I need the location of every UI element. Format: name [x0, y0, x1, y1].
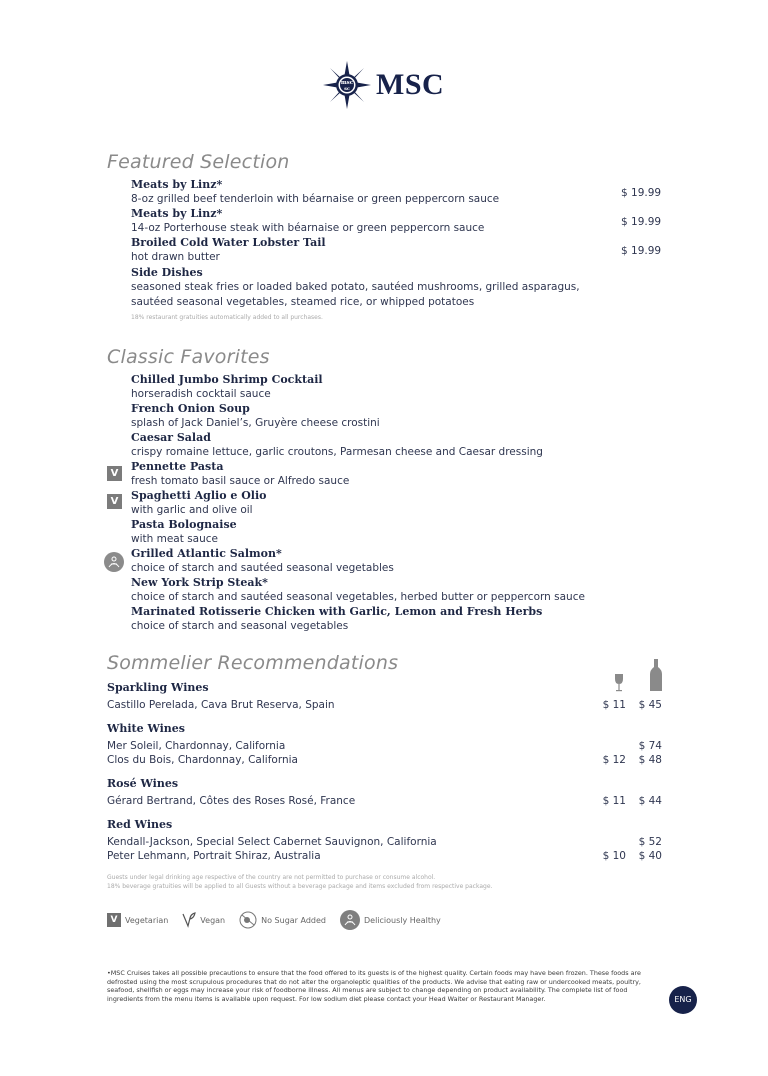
menu-item	[131, 547, 394, 576]
item-name: Pennette Pasta	[131, 460, 224, 473]
item-price: $ 19.99	[621, 245, 662, 257]
wine-item: Gérard Bertrand, Côtes des Roses Rosé, France	[107, 795, 356, 807]
wine-glass-price: $ 11	[602, 795, 626, 807]
wine-bottle-price: $ 40	[638, 850, 662, 862]
wine-bottle-price: $ 44	[638, 795, 662, 807]
menu-item	[131, 402, 380, 431]
wine-bottle-price: $ 74	[638, 740, 662, 752]
beverage-gratuity-note: 18% beverage gratuities will be applied to all Guests without a beverage package and items excluded from respective package.	[107, 883, 493, 890]
brand-name: MSC	[376, 68, 445, 101]
wine-bottle-price: $ 52	[638, 836, 662, 848]
drinking-age-note: Guests under legal drinking age respective of the country are not permitted to purchase or consume alcohol.	[107, 874, 436, 881]
language-button[interactable]: ENG	[669, 986, 697, 1014]
legend-no-sugar	[239, 911, 326, 929]
item-description: splash of Jack Daniel’s, Gruyère cheese crostini	[131, 417, 380, 429]
wine-category: Rosé Wines	[107, 777, 179, 790]
wine-category: Red Wines	[107, 818, 173, 831]
item-name: Marinated Rotisserie Chicken with Garlic, Lemon and Fresh Herbs	[131, 605, 543, 618]
menu-item	[131, 178, 499, 207]
vegetarian-badge-icon: V	[107, 466, 122, 481]
msc-logo	[322, 60, 444, 110]
item-description: with meat sauce	[131, 533, 218, 545]
wine-item: Castillo Perelada, Cava Brut Reserva, Spain	[107, 699, 335, 711]
wine-bottle-icon	[650, 659, 662, 691]
vegetarian-badge-icon: V	[107, 494, 122, 509]
item-description: 14-oz Porterhouse steak with béarnaise or green peppercorn sauce	[131, 222, 485, 234]
item-name: New York Strip Steak*	[131, 576, 268, 589]
item-description: choice of starch and sautéed seasonal vegetables	[131, 562, 394, 574]
menu-item	[131, 489, 266, 518]
item-description-line2: sautéed seasonal vegetables, steamed rice, or whipped potatoes	[131, 295, 475, 308]
section-title-classic: Classic Favorites	[107, 346, 270, 368]
item-description: horseradish cocktail sauce	[131, 388, 271, 400]
item-description: crispy romaine lettuce, garlic croutons, Parmesan cheese and Caesar dressing	[131, 446, 543, 458]
item-name: Pasta Bolognaise	[131, 518, 237, 531]
item-description: fresh tomato basil sauce or Alfredo sauce	[131, 475, 350, 487]
svg-text:sc: sc	[344, 86, 350, 92]
wine-glass-price: $ 11	[602, 699, 626, 711]
vegetarian-icon: V	[107, 913, 121, 927]
legend-label: No Sugar Added	[261, 915, 326, 925]
menu-item	[131, 460, 349, 489]
item-name: Spaghetti Aglio e Olio	[131, 489, 267, 502]
wine-glass-price: $ 12	[602, 754, 626, 766]
dietary-legend	[107, 910, 441, 930]
svg-text:msc: msc	[340, 80, 354, 86]
legend-label: Vegetarian	[125, 915, 169, 925]
item-name: Chilled Jumbo Shrimp Cocktail	[131, 373, 323, 386]
wine-glass-price: $ 10	[602, 850, 626, 862]
item-name: Side Dishes	[131, 266, 203, 279]
legend-label: Deliciously Healthy	[364, 915, 441, 925]
wine-glass-icon	[614, 674, 624, 692]
gratuity-note: 18% restaurant gratuities automatically added to all purchases.	[131, 314, 323, 321]
item-price: $ 19.99	[621, 216, 662, 228]
wine-item: Kendall-Jackson, Special Select Cabernet Sauvignon, California	[107, 836, 437, 848]
no-sugar-icon	[239, 911, 257, 929]
wine-item: Clos du Bois, Chardonnay, California	[107, 754, 298, 766]
item-description: hot drawn butter	[131, 251, 220, 263]
item-description: choice of starch and sautéed seasonal vegetables, herbed butter or peppercorn sauce	[131, 591, 585, 603]
compass-rose-icon	[322, 60, 372, 110]
deliciously-healthy-badge-icon	[104, 552, 124, 572]
wine-category: Sparkling Wines	[107, 681, 209, 694]
legend-vegetarian	[107, 913, 168, 927]
menu-item	[131, 518, 237, 547]
item-price: $ 19.99	[621, 187, 662, 199]
legend-label: Vegan	[200, 915, 226, 925]
item-name: Caesar Salad	[131, 431, 211, 444]
item-description: choice of starch and seasonal vegetables	[131, 620, 349, 632]
menu-item	[131, 576, 585, 605]
legend-vegan	[182, 912, 225, 928]
item-name: Meats by Linz*	[131, 207, 223, 220]
section-title-featured: Featured Selection	[107, 151, 290, 173]
wine-bottle-price: $ 45	[638, 699, 662, 711]
item-name: Broiled Cold Water Lobster Tail	[131, 236, 326, 249]
item-name: French Onion Soup	[131, 402, 250, 415]
wine-item: Peter Lehmann, Portrait Shiraz, Australia	[107, 850, 321, 862]
legend-healthy	[340, 910, 441, 930]
menu-item	[131, 236, 326, 265]
menu-item	[131, 207, 484, 236]
item-name: Meats by Linz*	[131, 178, 223, 191]
food-safety-disclaimer: •MSC Cruises takes all possible precautions to ensure that the food offered to its guests is of the highest quality. Certain foods may have been frozen. These foods are defrosted using the most scrupulous procedures that do not alter the organoleptic qualities of the products. We advise that eating raw or undercooked meats, poultry, seafood, shellfish or eggs may increase your risk of foodborne illness. All menus are subject to change depending on product availability. The complete list of food ingredients from the menu items is available upon request. For low sodium diet please contact your Head Waiter or Restaurant Manager.	[107, 969, 641, 1003]
item-description: with garlic and olive oil	[131, 504, 253, 516]
wine-item: Mer Soleil, Chardonnay, California	[107, 740, 286, 752]
menu-item	[131, 266, 580, 309]
menu-item	[131, 605, 542, 634]
item-description: 8-oz grilled beef tenderloin with béarnaise or green peppercorn sauce	[131, 193, 500, 205]
menu-item	[131, 373, 323, 402]
wine-bottle-price: $ 48	[638, 754, 662, 766]
deliciously-healthy-icon	[340, 910, 360, 930]
section-title-sommelier: Sommelier Recommendations	[107, 652, 399, 674]
item-name: Grilled Atlantic Salmon*	[131, 547, 282, 560]
wine-category: White Wines	[107, 722, 185, 735]
item-description: seasoned steak fries or loaded baked potato, sautéed mushrooms, grilled asparagus,	[131, 281, 580, 293]
vegan-leaf-icon	[182, 912, 196, 928]
menu-item	[131, 431, 543, 460]
